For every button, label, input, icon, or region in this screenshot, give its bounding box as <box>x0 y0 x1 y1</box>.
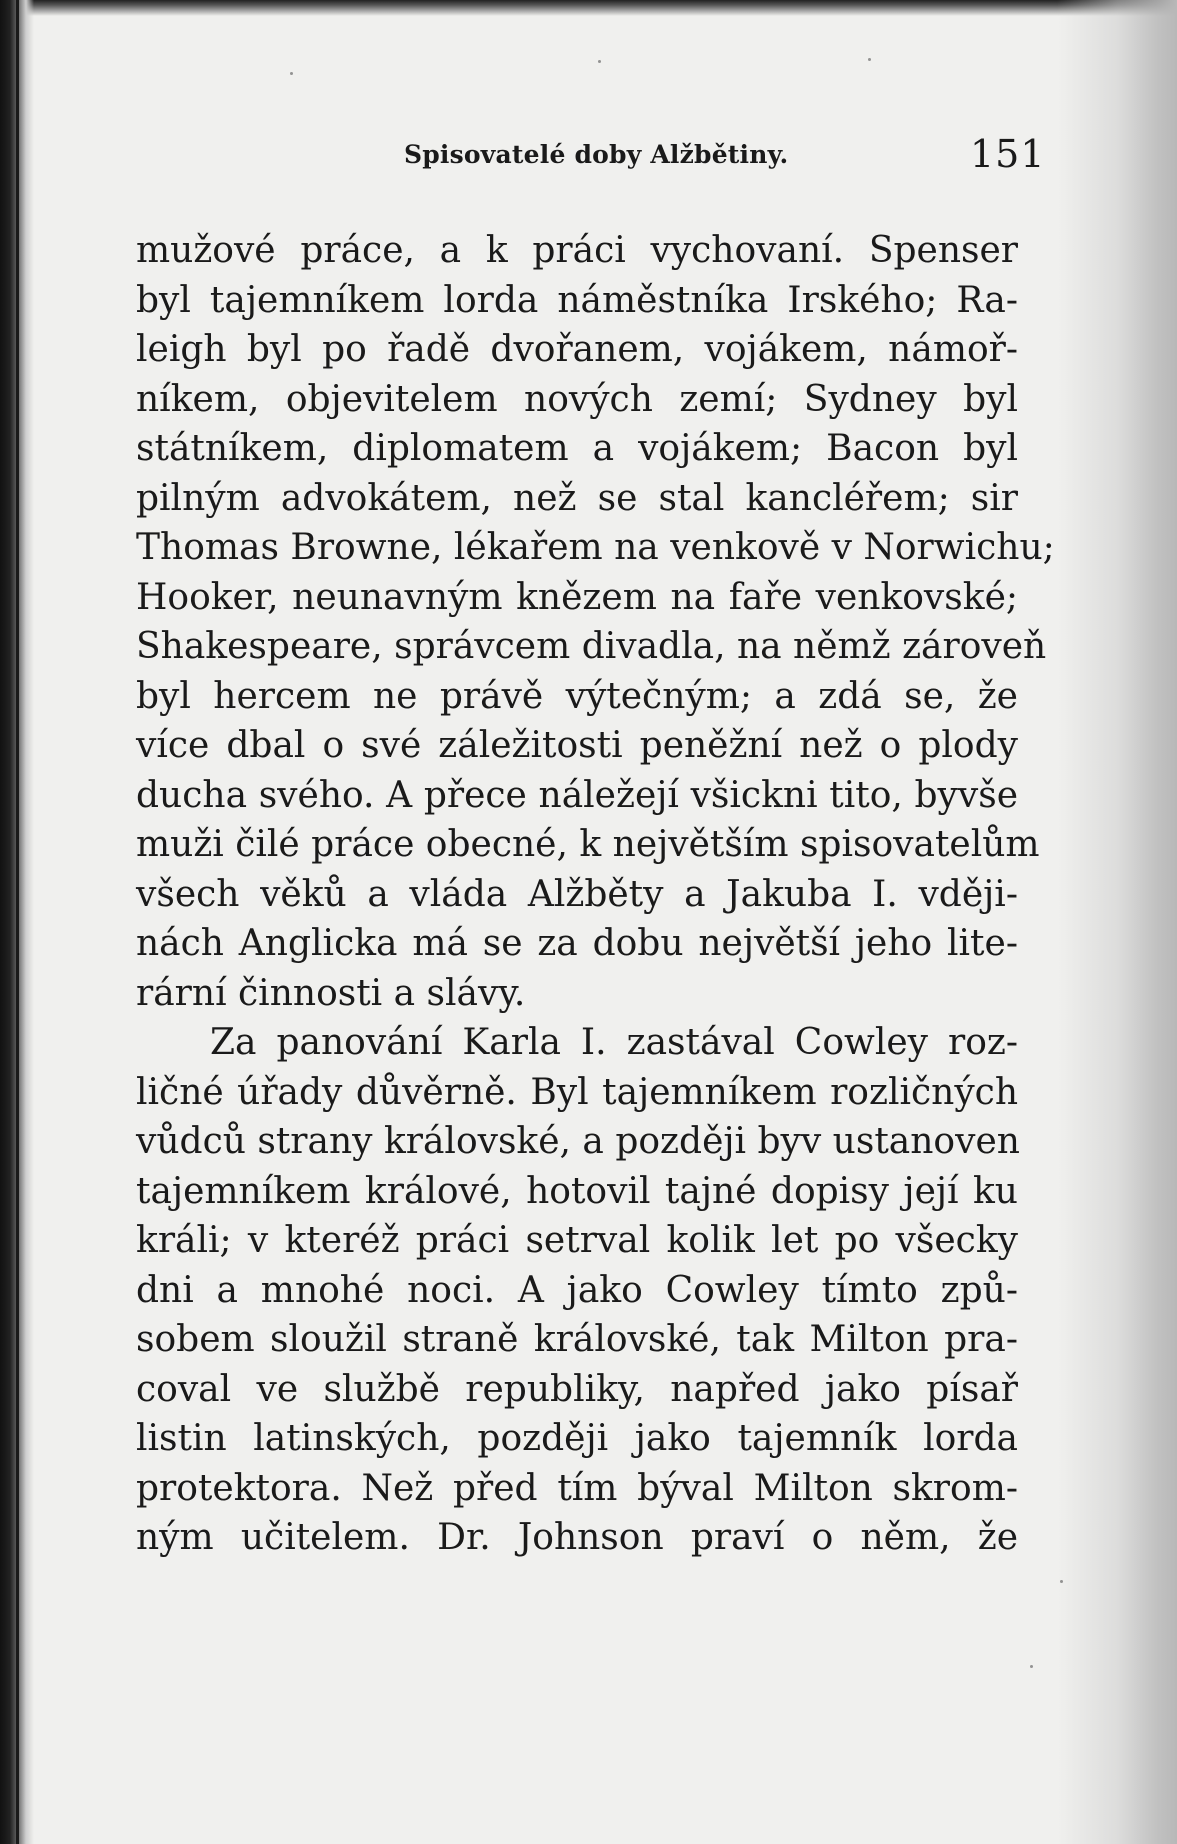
text-line: dni a mnohé noci. A jako Cowley tímto způ- <box>136 1269 1018 1311</box>
text-line: Shakespeare, správcem divadla, na němž zároveň <box>136 626 1047 667</box>
text-line-paragraph-start: Za panování Karla I. zastával Cowley roz- <box>210 1022 1018 1063</box>
text-line: více dbal o své záležitosti peněžní než o plody <box>136 725 1018 766</box>
text-line: mužové práce, a k práci vychovaní. Spenser <box>136 230 1018 271</box>
text-line-paragraph-end: rární činnosti a slávy. <box>136 972 526 1014</box>
page-number: 151 <box>970 132 1046 176</box>
text-line: králi; v kteréž práci setrval kolik let po všecky <box>136 1220 1018 1261</box>
body-text <box>136 226 1055 1563</box>
text-line: sobem sloužil straně královské, tak Milton pra- <box>136 1319 1018 1360</box>
text-line: coval ve službě republiky, napřed jako písař <box>136 1368 1018 1410</box>
text-line: byl tajemníkem lorda náměstníka Irského; Ra- <box>136 279 1018 321</box>
text-line: ličné úřady důvěrně. Byl tajemníkem rozličných <box>136 1071 1018 1113</box>
text-line: všech věků a vláda Alžběty a Jakuba I. vději- <box>136 873 1018 915</box>
text-line: Hooker, neunavným knězem na faře venkovské; <box>136 576 1018 618</box>
running-head: Spisovatelé doby Alžbětiny. <box>404 140 789 169</box>
text-line: ducha svého. A přece náležejí všickni tito, byvše <box>136 774 1018 816</box>
text-line: pilným advokátem, než se stal kancléřem; sir <box>136 477 1018 519</box>
text-line: protektora. Než před tím býval Milton skrom- <box>136 1467 1018 1509</box>
text-line: tajemníkem králové, hotovil tajné dopisy její ku <box>136 1170 1018 1212</box>
text-line: níkem, objevitelem nových zemí; Sydney byl <box>136 378 1018 420</box>
text-line: státníkem, diplomatem a vojákem; Bacon byl <box>136 428 1018 469</box>
text-line: nách Anglicka má se za dobu největší jeho lite- <box>136 923 1018 964</box>
text-line: byl hercem ne právě výtečným; a zdá se, že <box>136 675 1018 717</box>
text-line: leigh byl po řadě dvořanem, vojákem, námoř- <box>136 329 1018 370</box>
text-line: listin latinských, později jako tajemník lorda <box>136 1418 1018 1459</box>
text-line: muži čilé práce obecné, k největším spisovatelům <box>136 824 1040 865</box>
text-line: ným učitelem. Dr. Johnson praví o něm, že <box>136 1517 1018 1558</box>
text-line: vůdců strany královské, a později byv ustanoven <box>136 1121 1020 1162</box>
text-line: Thomas Browne, lékařem na venkově v Norwichu; <box>136 527 1055 568</box>
